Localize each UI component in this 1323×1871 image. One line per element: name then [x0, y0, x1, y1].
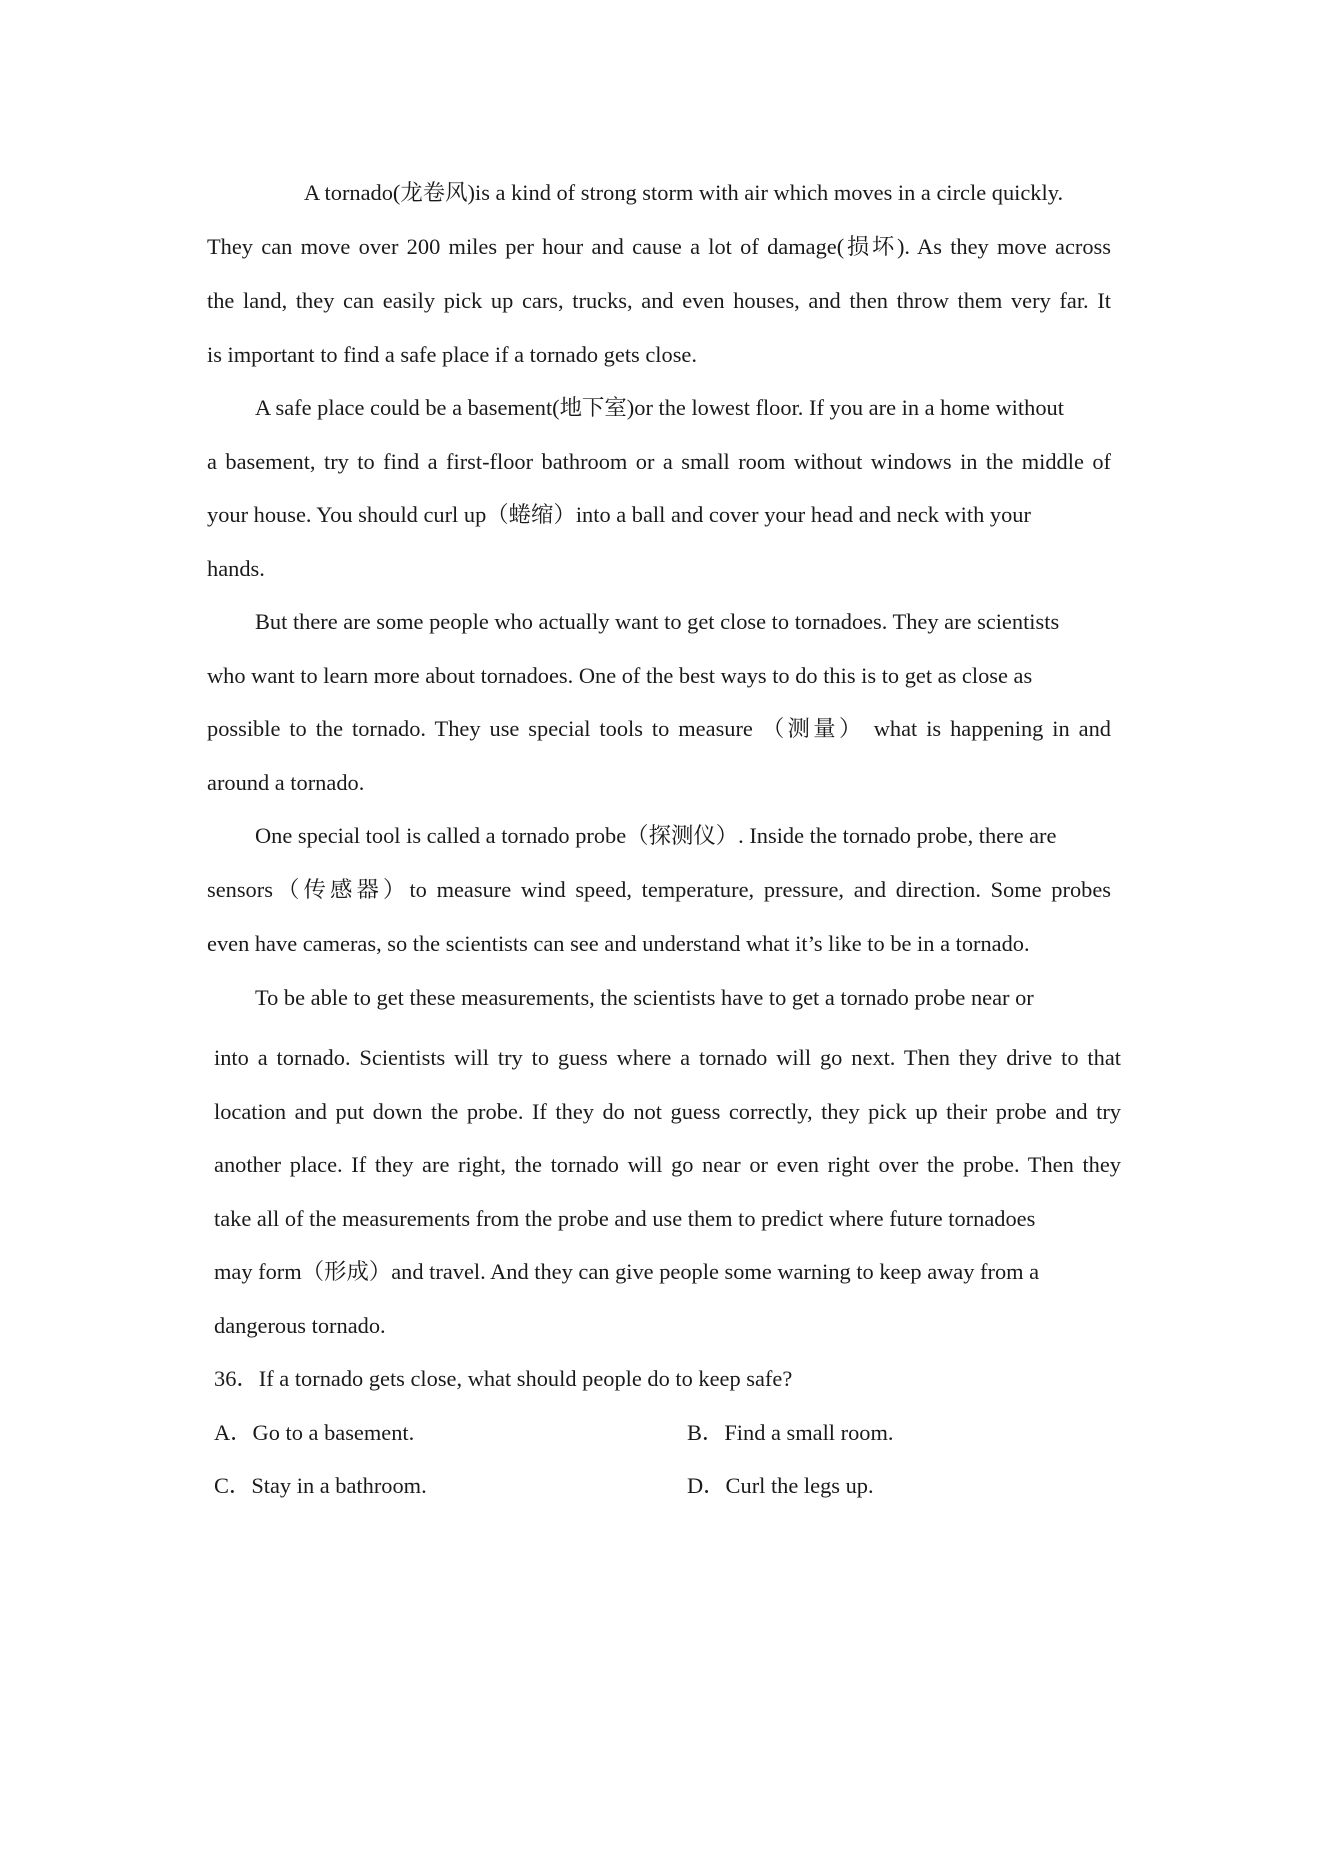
passage-line: a basement, try to find a first-floor bathroom or a small room without windows in the middle of	[207, 449, 1111, 474]
passage-line: sensors（传感器）to measure wind speed, temperature, pressure, and direction. Some probes	[207, 877, 1111, 902]
passage-line: They can move over 200 miles per hour and cause a lot of damage(损坏). As they move across	[207, 234, 1111, 259]
passage-line: into a tornado. Scientists will try to guess where a tornado will go next. Then they drive to that	[214, 1045, 1121, 1070]
passage-line: dangerous tornado.	[214, 1313, 386, 1338]
passage-line: is important to find a safe place if a tornado gets close.	[207, 342, 697, 367]
passage-line: possible to the tornado. They use special tools to measure （测量） what is happening in and	[207, 716, 1111, 741]
passage-line: One special tool is called a tornado probe（探测仪）. Inside the tornado probe, there are	[255, 823, 1057, 848]
passage-line: the land, they can easily pick up cars, trucks, and even houses, and then throw them very far. It	[207, 288, 1111, 313]
passage-line: around a tornado.	[207, 770, 365, 795]
passage-line: your house. You should curl up（蜷缩）into a ball and cover your head and neck with your	[207, 502, 1031, 527]
passage-line: may form（形成）and travel. And they can give people some warning to keep away from a	[214, 1259, 1040, 1284]
passage-line: another place. If they are right, the tornado will go near or even right over the probe. Then they	[214, 1152, 1121, 1177]
passage-line: who want to learn more about tornadoes. One of the best ways to do this is to get as close as	[207, 663, 1033, 688]
question-text: 36．If a tornado gets close, what should people do to keep safe?	[214, 1366, 793, 1391]
passage-line: hands.	[207, 556, 265, 581]
option-a: A．Go to a basement.	[214, 1420, 415, 1445]
option-b: B．Find a small room.	[687, 1420, 894, 1445]
passage-line: location and put down the probe. If they do not guess correctly, they pick up their probe and try	[214, 1099, 1121, 1124]
passage-line: even have cameras, so the scientists can see and understand what it’s like to be in a tornado.	[207, 931, 1030, 956]
option-d: D．Curl the legs up.	[687, 1473, 874, 1498]
passage-line: A tornado(龙卷风)is a kind of strong storm with air which moves in a circle quickly.	[304, 180, 1064, 205]
passage-line: A safe place could be a basement(地下室)or the lowest floor. If you are in a home without	[255, 395, 1064, 420]
passage-line: To be able to get these measurements, the scientists have to get a tornado probe near or	[255, 985, 1034, 1010]
passage-line: But there are some people who actually want to get close to tornadoes. They are scientists	[255, 609, 1060, 634]
passage-line: take all of the measurements from the probe and use them to predict where future tornadoes	[214, 1206, 1036, 1231]
option-c: C．Stay in a bathroom.	[214, 1473, 427, 1498]
